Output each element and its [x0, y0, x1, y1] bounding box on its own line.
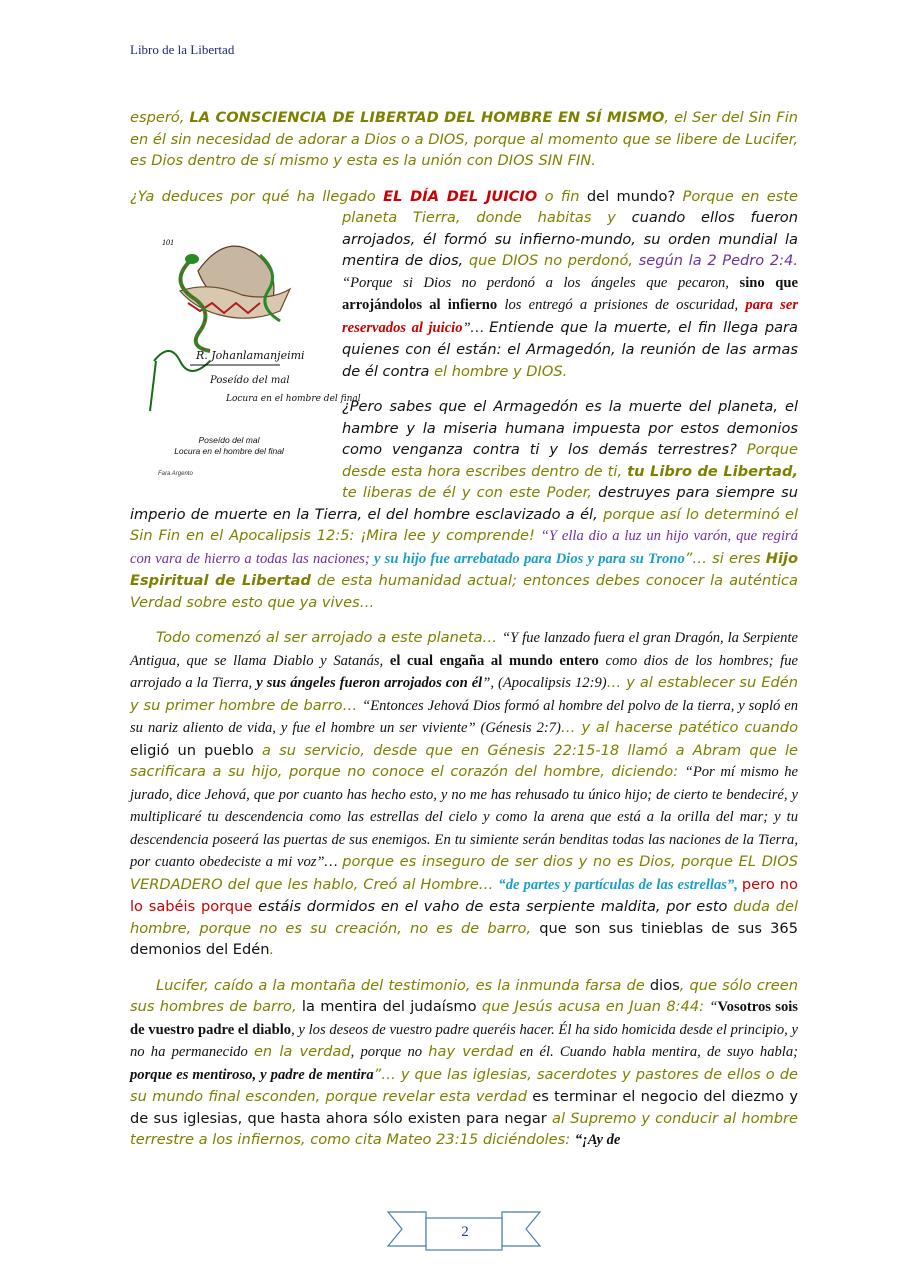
page-number: 2: [461, 1224, 469, 1240]
ribbon-right-tail: [502, 1212, 540, 1246]
running-header: Libro de la Libertad: [130, 42, 235, 57]
paragraph-5: Lucifer, caído a la montaña del testimonio, es la inmunda farsa de dios, que sólo creen sus hombres de barro, la mentira del judaísmo que Jesús acusa en Juan 8:44: “Vosotros sois de vuestro padre el diablo, y los deseos de vuestro padre queréis hacer. Él ha sido homicida desde el principio, y no ha permanecido en la verdad, porque no hay verdad en él. Cuando habla mentira, de suyo habla; porque es mentiroso, y padre de mentira”… y que las iglesias, sacerdotes y pastores de ellos o de su mundo final esconden, porque revelar esta verdad es terminar el negocio del diezmo y de sus iglesias, que hasta ahora sólo existen para negar al Supremo y conducir al hombre terrestre a los infiernos, como cita Mateo 23:15 diciéndoles: “¡Ay de: [130, 976, 799, 1148]
illustration-signature: R. Johanlamanjeimi: [196, 349, 305, 362]
possessed-illustration: [130, 211, 361, 481]
serpent-tail-2: [150, 361, 156, 411]
paragraph-2: ¿Ya deduces por qué ha llegado EL DÍA DEL JUICIO o fin del mundo? Porque en este planeta Tierra, donde habitas y 101 R. Johanlamanjeimi Poseído del mal Locura en el hombre del final Poseído del mal Locura en el hombre del final Fara Argento cuando ellos fueron arrojados, él formó su infierno-mundo, su orden mundial la mentira de dios, que DIOS no perdonó, según la 2 Pedro 2:4. “Porque si Dios no perdonó a los ángeles que pecaron, sino que arrojándolos al infierno los entregó a prisiones de oscuridad, para ser reservados al juicio”… Entiende que la muerte, el fin llega para quienes con él están: el Armagedón, la reunión de las armas de él contra el hombre y DIOS.: [130, 186, 798, 383]
illustration-script-1: Poseído del mal: [210, 375, 290, 386]
paragraph-1: esperó, LA CONSCIENCIA DE LIBERTAD DEL HOMBRE EN SÍ MISMO, el Ser del Sin Fin en él sin necesidad de adorar a Dios o a DIOS, porque al momento que se libere de Lucifer, es Dios dentro de sí mismo y esta es la unión con DIOS SIN FIN.: [130, 109, 799, 169]
illustration-page-number: 101: [162, 238, 174, 247]
page-body: [130, 107, 798, 1166]
illustration-caption-1: Poseído del mal: [198, 435, 260, 445]
paragraph-3: ¿Pero sabes que el Armagedón es la muerte del planeta, el hambre y la miseria humana impuesta por estos demonios como venganza contra ti y los demás terrestres? Porque desde esta hora escribes dentro de ti, tu Libro de Libertad, te liberas de él y con este Poder, destruyes para siempre su imperio de muerte en la Tierra, el del hombre esclavizado a él, porque así lo determinó el Sin Fin en el Apocalipsis 12:5: ¡Mira lee y comprende! “Y ella dio a luz un hijo varón, que regirá con vara de hierro a todas las naciones; y su hijo fue arrebatado para Dios y para su Trono”… si eres Hijo Espiritual de Libertad de esta humanidad actual; entonces debes conocer la auténtica Verdad sobre esto que ya vives…: [130, 398, 799, 611]
serpent-head: [185, 254, 199, 264]
paragraph-4: Todo comenzó al ser arrojado a este planeta… “Y fue lanzado fuera el gran Dragón, la Serpiente Antigua, que se llama Diablo y Satanás, el cual engaña al mundo entero como dios de los hombres; fue arrojado a la Tierra, y sus ángeles fueron arrojados con él”, (Apocalipsis 12:9)… y al establecer su Edén y su primer hombre de barro… “Entonces Jehová Dios formó al hombre del polvo de la tierra, y sopló en su nariz aliento de vida, y fue el hombre un ser viviente” (Génesis 2:7)… y al hacerse patético cuando eligió un pueblo a su servicio, desde que en Génesis 22:15-18 llamó a Abram que le sacrificara a su hijo, porque no conoce el corazón del hombre, diciendo: “Por mí mismo he jurado, dice Jehová, que por cuanto has hecho esto, y no me has rehusado tu único hijo; de cierto te bendeciré, y multiplicaré tu descendencia como las estrellas del cielo y como la arena que está a la orilla del mar; y tu descendencia poseerá las puertas de sus enemigos. En tu simiente serán benditas todas las naciones de la Tierra, por cuanto obedeciste a mi voz”… porque es inseguro de ser dios y no es Dios, porque EL DIOS VERDADERO del que les hablo, Creó al Hombre… “de partes y partículas de las estrellas”, pero no lo sabéis porque estáis dormidos en el vaho de esta serpiente maldita, por esto duda del hombre, porque no es su creación, no es de barro, que son sus tinieblas de sus 365 demonios del Edén.: [130, 629, 799, 958]
illustration-author: Fara Argento: [158, 471, 193, 477]
illustration-image: [130, 211, 361, 481]
ribbon-left-tail: [388, 1212, 426, 1246]
illustration-script-2: Locura en el hombre del final: [226, 394, 361, 404]
illustration-caption-2: Locura en el hombre del final: [174, 446, 284, 456]
